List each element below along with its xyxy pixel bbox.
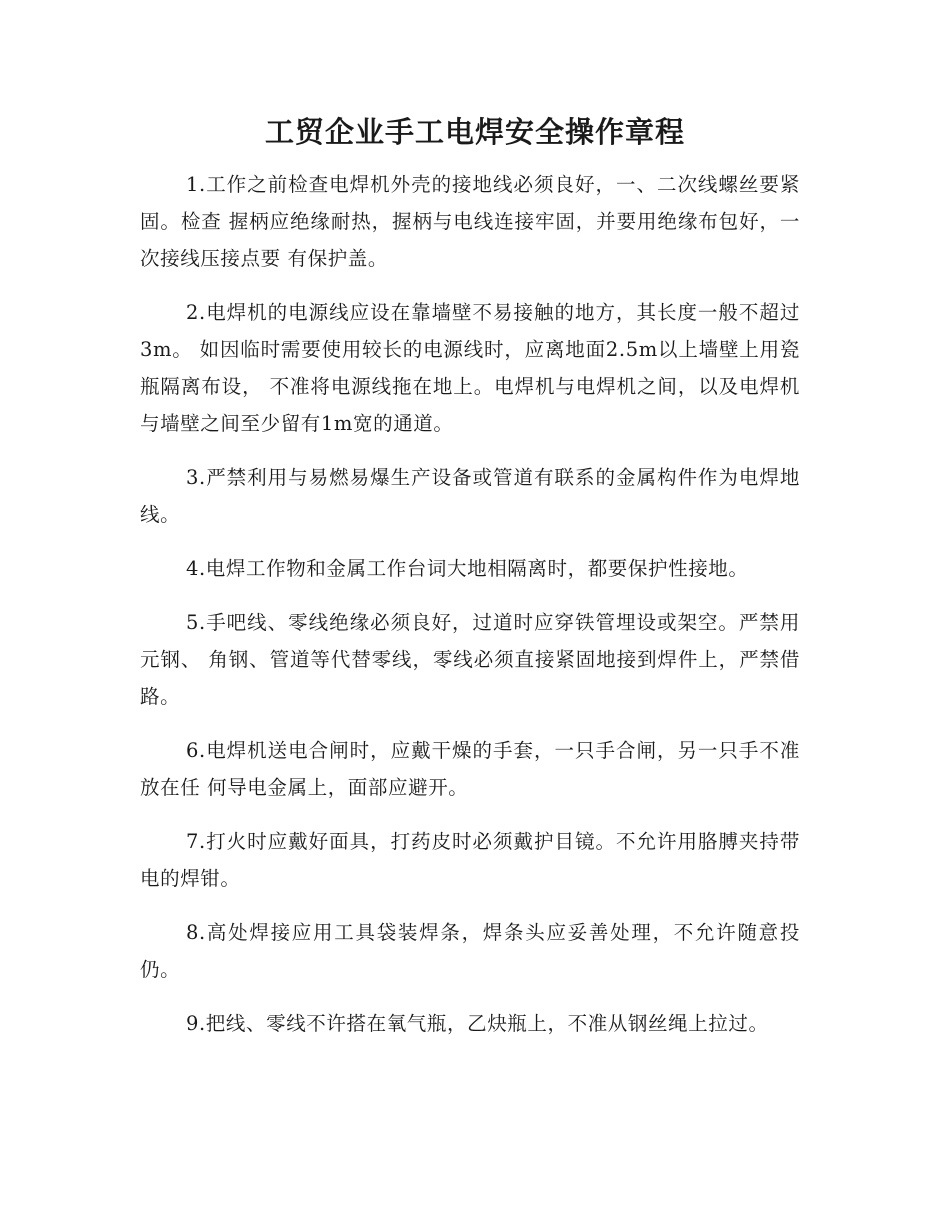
paragraph-6: 6.电焊机送电合闸时，应戴干燥的手套，一只手合闸，另一只手不准放在任 何导电金属上，面部应避开。: [140, 739, 800, 799]
paragraph-5: 5.手吧线、零线绝缘必须良好，过道时应穿铁管埋设或架空。严禁用元钢、 角钢、管道等代替零线，零线必须直接紧固地接到焊件上，严禁借路。: [140, 611, 800, 708]
paragraph-1: 1.工作之前检查电焊机外壳的接地线必须良好，一、二次线螺丝要紧固。检查 握柄应绝缘耐热，握柄与电线连接牢固，并要用绝缘布包好，一次接线压接点要 有保护盖。: [140, 173, 800, 270]
paragraph-7: 7.打火时应戴好面具，打药皮时必须戴护目镜。不允许用胳膊夹持带电的焊钳。: [140, 830, 800, 890]
paragraph-4: 4.电焊工作物和金属工作台词大地相隔离时，都要保护性接地。: [186, 557, 749, 580]
paragraph-8: 8.高处焊接应用工具袋装焊条，焊条头应妥善处理，不允许随意投仍。: [140, 921, 800, 981]
document-title: 工贸企业手工电焊安全操作章程: [264, 115, 685, 149]
paragraph-2: 2.电焊机的电源线应设在靠墙壁不易接触的地方，其长度一般不超过3m。 如因临时需要使用较长的电源线时，应离地面2.5m以上墙壁上用瓷瓶隔离布设， 不准将电源线拖在地上。电焊机与电焊机之间，以及电焊机与墙壁之间至少留有1m宽的通道。: [140, 301, 800, 435]
paragraph-9: 9.把线、零线不许搭在氧气瓶，乙炔瓶上，不准从钢丝绳上拉过。: [186, 1012, 769, 1035]
document-body: [140, 166, 800, 1059]
paragraph-3: 3.严禁利用与易燃易爆生产设备或管道有联系的金属构件作为电焊地线。: [140, 466, 800, 526]
